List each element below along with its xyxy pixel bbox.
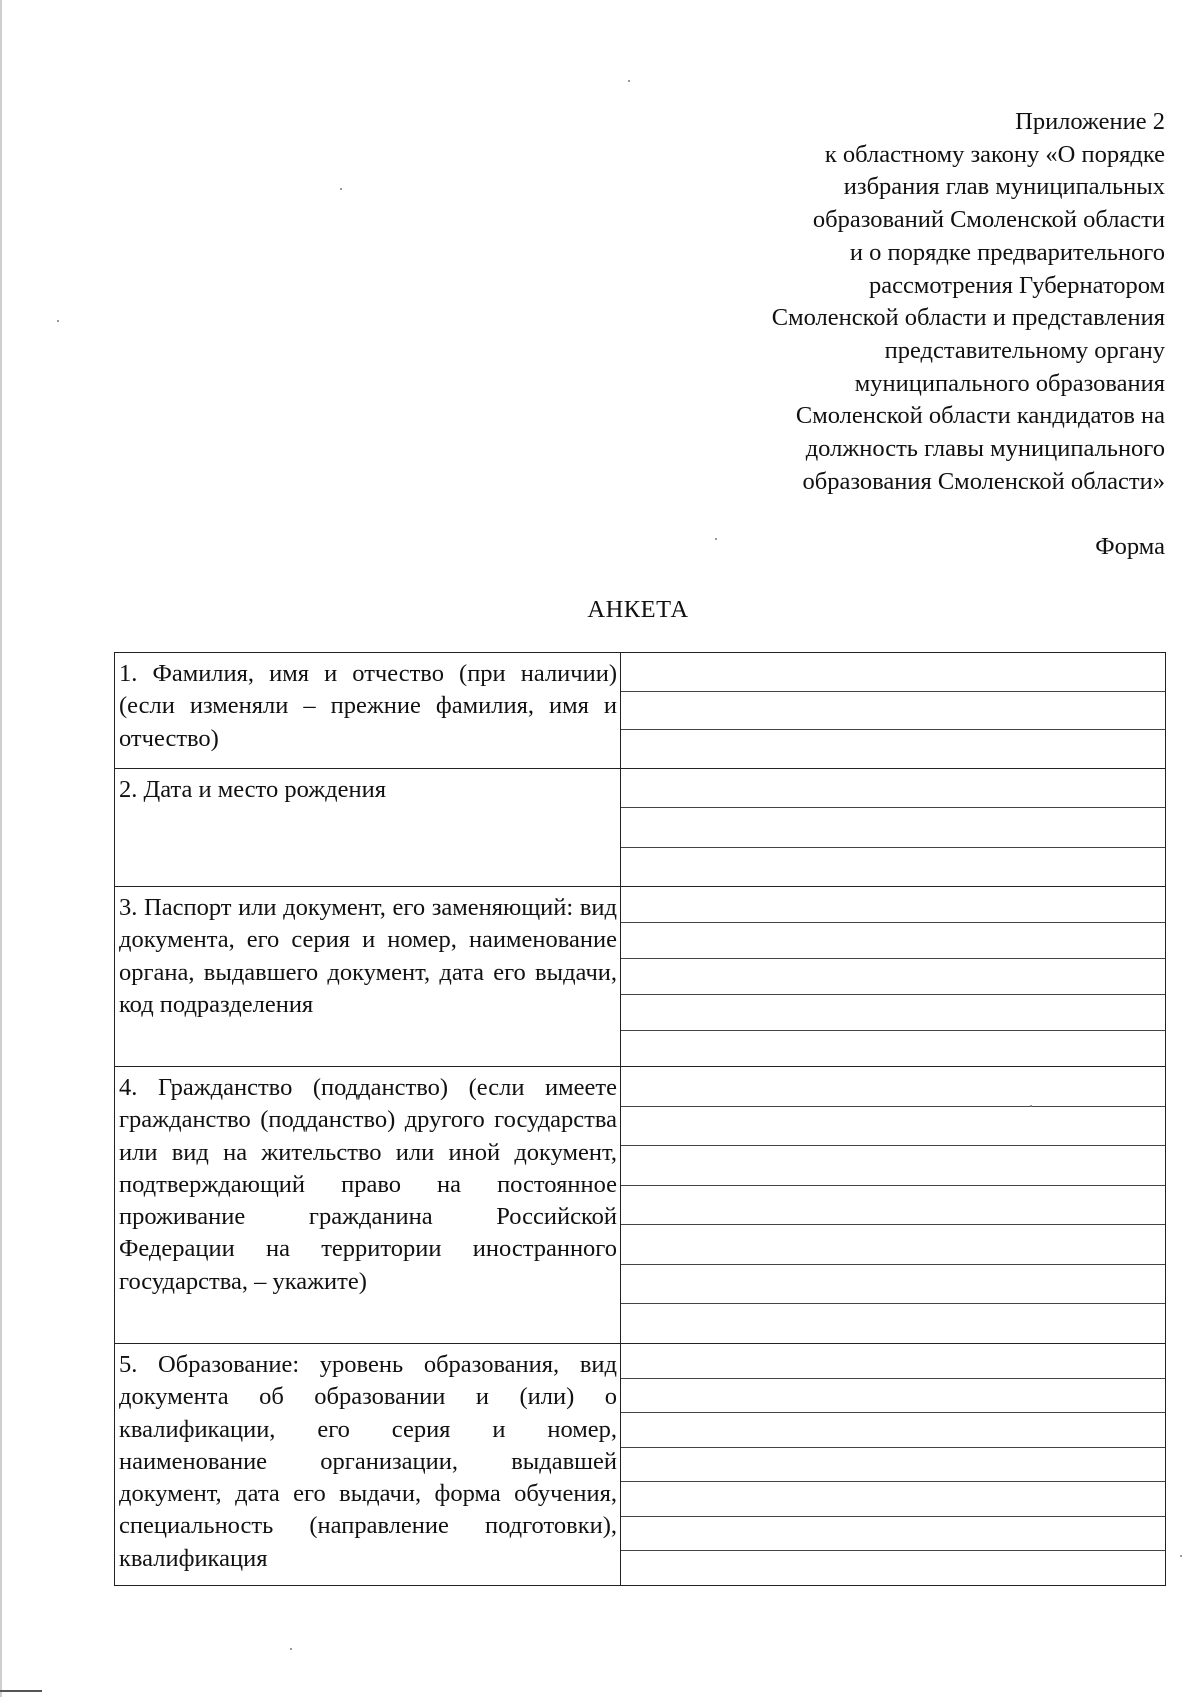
answer-field-citizenship[interactable] [621,1067,1165,1343]
answer-field-name[interactable] [621,653,1165,768]
scan-speck [715,538,717,540]
appendix-line: представительному органу [884,336,1165,364]
table-row-passport [115,886,1165,1066]
question-name: 1. Фамилия, имя и отчество (при наличии) (если изменяли – прежние фамилия, имя и отчество) [115,653,621,768]
answer-field-birth[interactable] [621,769,1165,886]
appendix-line: должность главы муниципального [805,435,1165,463]
appendix-line: образования Смоленской области» [802,467,1165,495]
scan-speck [340,188,342,190]
appendix-line: Смоленской области и представления [771,304,1165,332]
table-row-birth [115,768,1165,886]
table-row-name [115,653,1165,768]
scan-speck [290,1648,292,1650]
appendix-line: и о порядке предварительного [849,238,1165,266]
appendix-line: избрания глав муниципальных [843,173,1165,201]
table-row-education [115,1343,1165,1585]
scan-speck [628,80,630,82]
table-row-citizenship [115,1066,1165,1343]
scan-speck [1030,1105,1032,1107]
form-label: Форма [1095,533,1165,560]
question-education: 5. Образование: уровень образования, вид документа об образовании и (или) о квалификации, его серия и номер, наименование организации, выдавшей документ, дата его выдачи, форма обучения, специальность (направление подготовки), квалификация [115,1344,621,1585]
appendix-line: муниципального образования [854,369,1165,397]
appendix-line: Приложение 2 [1015,108,1165,135]
appendix-line: образований Смоленской области [812,206,1165,234]
question-birth: 2. Дата и место рождения [115,769,621,886]
scan-speck [1180,1555,1182,1557]
answer-field-passport[interactable] [621,887,1165,1066]
question-passport: 3. Паспорт или документ, его заменяющий: вид документа, его серия и номер, наименование органа, выдавшего документ, дата его выдачи, код подразделения [115,887,621,1066]
scan-bottom-mark [0,1690,42,1692]
appendix-line: Смоленской области кандидатов на [795,402,1165,430]
question-citizenship: 4. Гражданство (подданство) (если имеете гражданство (подданство) другого государства или вид на жительство или иной документ, подтверждающий право на постоянное проживание гражданина Российской Федерации на территории иностранного государства, – укажите) [115,1067,621,1343]
scan-speck [57,320,59,322]
appendix-line: к областному закону «О порядке [824,140,1165,168]
scan-left-edge [0,0,2,1697]
appendix-header [605,106,1165,498]
page-title: АНКЕТА [587,596,689,623]
answer-field-education[interactable] [621,1344,1165,1585]
questionnaire-table [114,652,1166,1586]
appendix-line: рассмотрения Губернатором [869,271,1165,299]
